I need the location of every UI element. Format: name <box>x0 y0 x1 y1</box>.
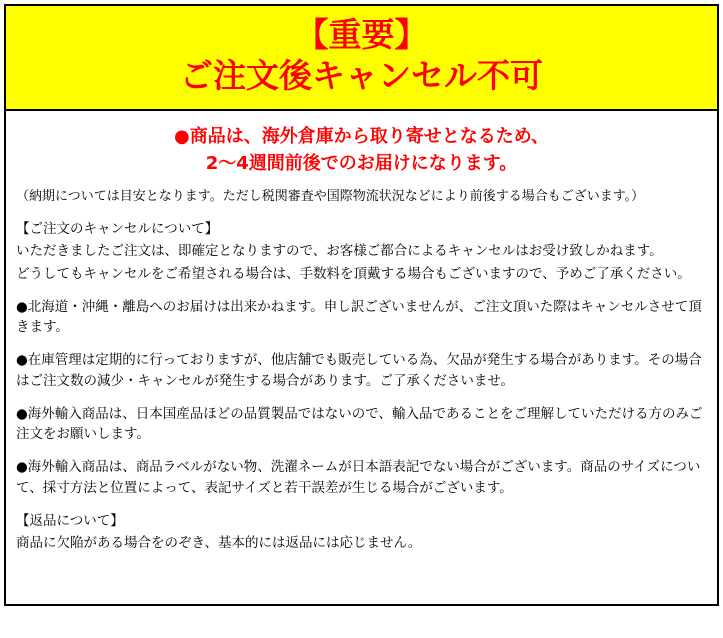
bullet-labels-sizing: ●海外輸入商品は、商品ラベルがない物、洗濯ネームが日本語表記でない場合がございます。商品のサイズについて、採寸方法と位置によって、表記サイズと若干誤差が生じる場合がございます。 <box>16 459 701 496</box>
notice-body <box>6 111 717 605</box>
bullet-import-quality: ●海外輸入商品は、日本国産品ほどの品質製品ではないので、輸入品であることをご理解していただける方のみご注文をお願いします。 <box>16 405 703 442</box>
lead-line-1: ●商品は、海外倉庫から取り寄せとなるため、 <box>174 125 549 147</box>
bullet-stock-management: ●在庫管理は定期的に行っておりますが、他店舗でも販売している為、欠品が発生する場合があります。その場合はご注文数の減少・キャンセルが発生する場合があります。ご了承くださいませ。 <box>16 352 702 389</box>
bullet-shipping-restriction: ●北海道・沖縄・離島へのお届けは出来かねます。申し訳ございませんが、ご注文頂いた際はキャンセルさせて頂きます。 <box>16 298 702 335</box>
cancel-section-line-2: どうしてもキャンセルをご希望される場合は、手数料を頂戴する場合もございますので、予めご了承ください。 <box>16 265 691 282</box>
banner-title-important: 【重要】 <box>295 15 428 54</box>
lead-message <box>16 123 707 177</box>
lead-line-2: 2～4週間前後でのお届けになります。 <box>205 152 518 174</box>
cancel-section <box>16 219 707 284</box>
return-section-heading: 【返品について】 <box>16 512 124 529</box>
cancel-section-heading: 【ご注文のキャンセルについて】 <box>16 221 219 237</box>
delivery-note: （納期については目安となります。ただし税関審査や国際物流状況などにより前後する場合もございます。） <box>16 188 645 204</box>
notice-frame <box>4 4 719 606</box>
return-section-line-1: 商品に欠陥がある場合をのぞき、基本的には返品には応じません。 <box>16 535 422 551</box>
return-section <box>16 511 707 554</box>
cancel-section-line-1: いただきましたご注文は、即確定となりますので、お客様ご都合によるキャンセルはお受け致しかねます。 <box>16 243 663 260</box>
banner-title-no-cancel: ご注文後キャンセル不可 <box>180 56 543 96</box>
important-banner <box>6 6 717 111</box>
